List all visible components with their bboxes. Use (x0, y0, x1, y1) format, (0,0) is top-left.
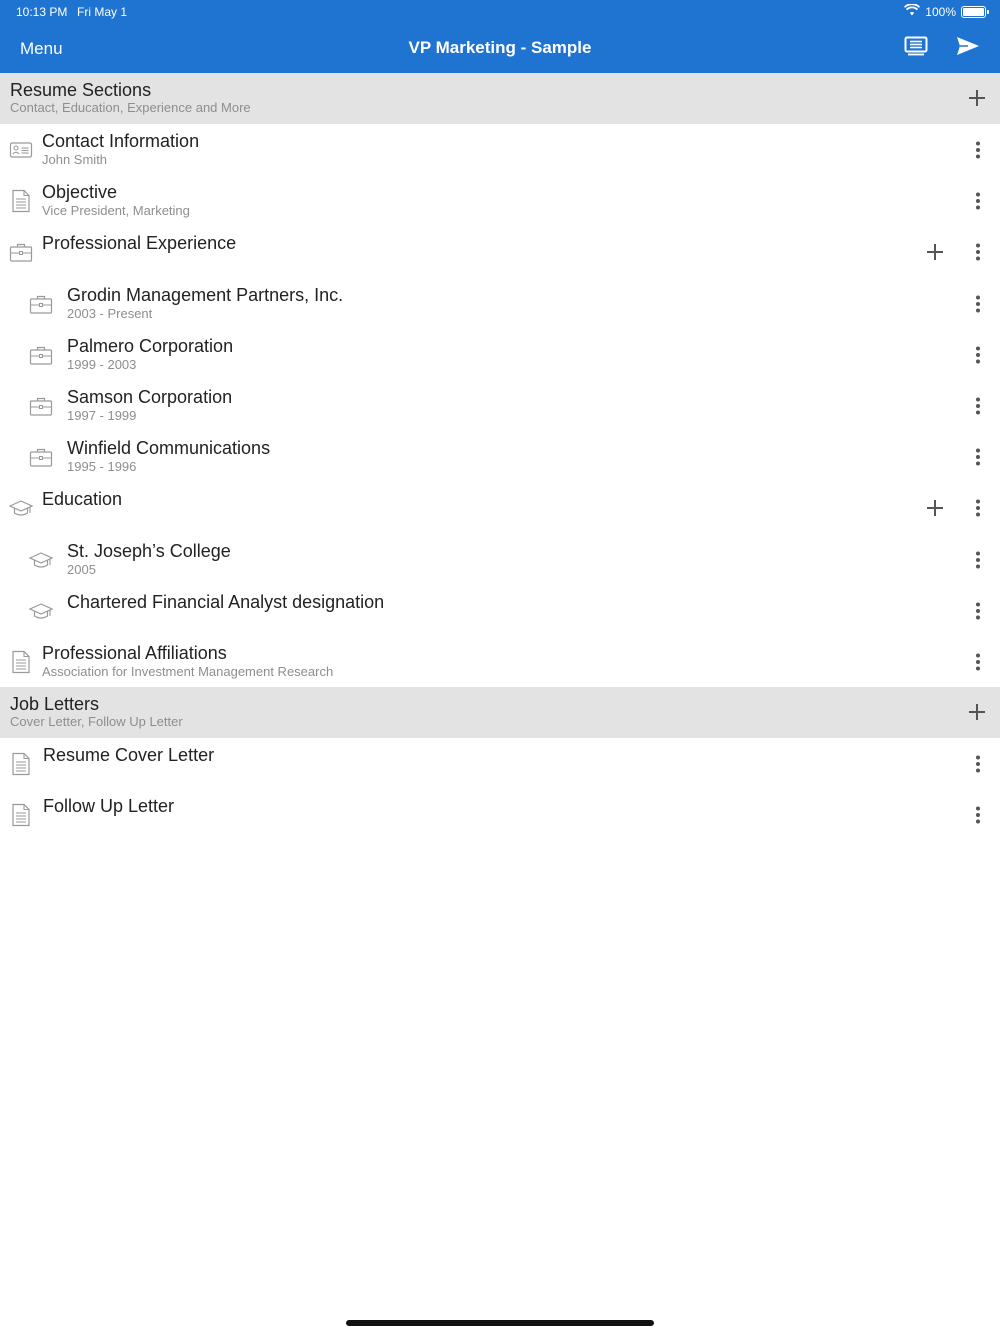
section-title: Resume Sections (10, 80, 152, 100)
briefcase-icon (29, 292, 53, 316)
more-vertical-icon (975, 602, 981, 620)
graduation-cap-icon (29, 548, 53, 572)
home-indicator[interactable] (346, 1320, 654, 1326)
add-experience-button[interactable] (924, 241, 946, 263)
plus-icon (966, 701, 988, 723)
list-item-professional-experience[interactable] (0, 226, 1000, 277)
more-vertical-icon (975, 448, 981, 466)
wifi-icon (904, 4, 920, 19)
document-icon (9, 752, 33, 776)
item-subtitle: 1995 - 1996 (67, 459, 137, 475)
more-options-button[interactable] (968, 650, 988, 674)
item-title: Palmero Corporation (67, 335, 234, 356)
item-title: Professional Experience (42, 233, 237, 254)
more-vertical-icon (975, 141, 981, 159)
more-vertical-icon (975, 551, 981, 569)
item-title: Follow Up Letter (43, 796, 175, 817)
status-time: 10:13 PM (16, 5, 68, 19)
display-icon (904, 36, 928, 61)
add-section-button[interactable] (966, 87, 988, 109)
add-education-button[interactable] (924, 497, 946, 519)
more-options-button[interactable] (968, 189, 988, 213)
briefcase-icon (29, 343, 53, 367)
item-title: Contact Information (42, 131, 200, 151)
list-item-experience[interactable] (0, 431, 1000, 482)
section-header-job-letters (0, 687, 1000, 738)
more-options-button[interactable] (968, 394, 988, 418)
more-vertical-icon (975, 243, 981, 261)
list-item-education-entry[interactable] (0, 534, 1000, 585)
top-bar (0, 0, 1000, 73)
graduation-cap-icon (9, 496, 33, 520)
more-options-button[interactable] (968, 292, 988, 316)
item-title: Professional Affiliations (42, 642, 227, 663)
more-vertical-icon (975, 653, 981, 671)
graduation-cap-icon (29, 599, 53, 623)
list-item-resume-cover-letter[interactable] (0, 738, 1000, 789)
briefcase-icon (29, 394, 53, 418)
send-button[interactable] (953, 35, 983, 61)
item-subtitle: 1997 - 1999 (67, 407, 137, 423)
item-subtitle: 2005 (67, 561, 96, 577)
list-item-contact-information[interactable] (0, 124, 1000, 175)
item-subtitle: John Smith (42, 152, 108, 167)
document-icon (9, 189, 33, 213)
section-title: Job Letters (10, 694, 100, 715)
section-subtitle: Cover Letter, Follow Up Letter (10, 714, 183, 730)
send-icon (956, 36, 980, 61)
item-title: Chartered Financial Analyst designation (67, 591, 385, 612)
section-subtitle: Contact, Education, Experience and More (10, 100, 251, 115)
more-options-button[interactable] (968, 138, 988, 162)
contact-card-icon (9, 138, 33, 162)
more-options-button[interactable] (968, 445, 988, 469)
briefcase-icon (9, 240, 33, 264)
page-title: VP Marketing - Sample (408, 38, 592, 57)
item-title: Education (42, 489, 123, 510)
more-options-button[interactable] (968, 548, 988, 572)
list-item-education[interactable] (0, 482, 1000, 533)
list-item-objective[interactable] (0, 175, 1000, 226)
more-vertical-icon (975, 192, 981, 210)
more-options-button[interactable] (968, 803, 988, 827)
item-subtitle: Association for Investment Management Research (42, 663, 334, 679)
plus-icon (966, 87, 988, 109)
list-item-education-entry[interactable] (0, 585, 1000, 636)
more-options-button[interactable] (968, 752, 988, 776)
section-header-resume-sections (0, 73, 1000, 124)
more-vertical-icon (975, 806, 981, 824)
list-item-experience[interactable] (0, 278, 1000, 329)
item-title: Resume Cover Letter (43, 745, 215, 766)
list-item-follow-up-letter[interactable] (0, 789, 1000, 840)
preview-button[interactable] (901, 35, 931, 61)
item-title: Grodin Management Partners, Inc. (67, 284, 344, 305)
item-title: Winfield Communications (67, 438, 271, 459)
more-options-button[interactable] (968, 496, 988, 520)
item-title: St. Joseph’s College (67, 540, 231, 561)
list-item-experience[interactable] (0, 329, 1000, 380)
list-item-experience[interactable] (0, 380, 1000, 431)
add-letter-button[interactable] (966, 701, 988, 723)
plus-icon (924, 497, 946, 519)
item-title: Objective (42, 182, 118, 203)
document-icon (9, 650, 33, 674)
status-date: Fri May 1 (77, 5, 128, 19)
briefcase-icon (29, 445, 53, 469)
more-vertical-icon (975, 346, 981, 364)
item-title: Samson Corporation (67, 386, 233, 407)
more-vertical-icon (975, 295, 981, 313)
resume-outline-list (0, 73, 1000, 840)
list-item-professional-affiliations[interactable] (0, 636, 1000, 687)
battery-percent: 100% (925, 4, 956, 19)
more-options-button[interactable] (968, 599, 988, 623)
document-icon (9, 803, 33, 827)
plus-icon (924, 241, 946, 263)
more-options-button[interactable] (968, 343, 988, 367)
status-bar (0, 0, 1000, 24)
item-subtitle: 1999 - 2003 (67, 356, 137, 372)
item-subtitle: Vice President, Marketing (42, 203, 190, 219)
menu-button[interactable]: Menu (20, 39, 63, 58)
more-vertical-icon (975, 755, 981, 773)
status-right (904, 4, 986, 19)
more-vertical-icon (975, 499, 981, 517)
more-vertical-icon (975, 397, 981, 415)
navigation-bar (0, 24, 1000, 73)
item-subtitle: 2003 - Present (67, 305, 153, 321)
battery-icon (961, 6, 986, 18)
more-options-button[interactable] (968, 240, 988, 264)
